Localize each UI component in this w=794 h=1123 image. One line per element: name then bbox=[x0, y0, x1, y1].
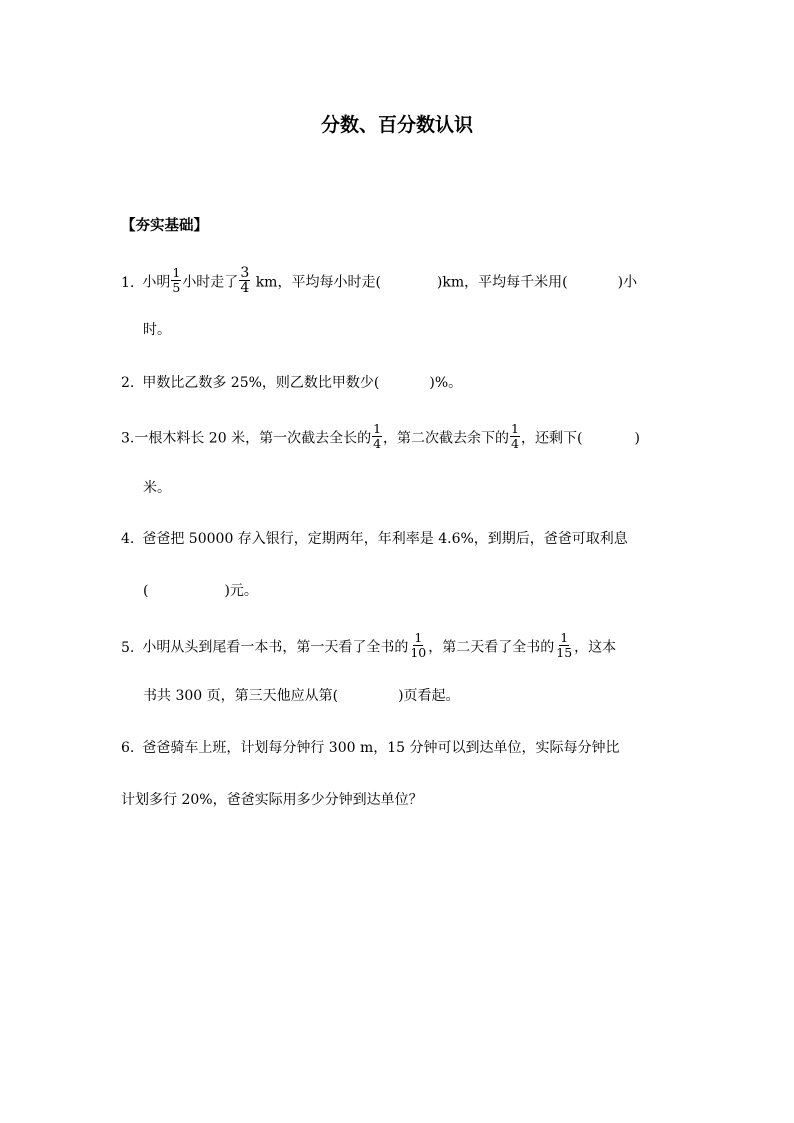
question-number: 6. bbox=[121, 740, 135, 756]
numerator: 3 bbox=[240, 265, 250, 281]
question-text: )页看起。 bbox=[398, 688, 460, 704]
question-number: 3. bbox=[121, 430, 135, 447]
question-text: ，第二次截去余下的 bbox=[383, 430, 510, 447]
question-text: 爸爸把 50000 存入银行，定期两年，年利率是 4.6%，到期后，爸爸可取利息 bbox=[142, 531, 628, 547]
question-text: 计划多行 20%，爸爸实际用多少分钟到达单位？ bbox=[121, 792, 423, 808]
question-text: ) bbox=[634, 430, 640, 447]
numerator: 1 bbox=[172, 265, 181, 280]
fraction bbox=[372, 422, 382, 451]
numerator: 1 bbox=[560, 630, 569, 645]
numerator: 1 bbox=[414, 630, 423, 645]
question-text: 时。 bbox=[143, 322, 171, 338]
page-title: 分数、百分数认识 bbox=[320, 114, 473, 136]
question-text: )km，平均每千米用( bbox=[436, 274, 568, 291]
question-3-continued bbox=[143, 478, 676, 498]
question-text: 米。 bbox=[143, 480, 171, 496]
question-text: )小 bbox=[617, 274, 638, 291]
question-text: )%。 bbox=[429, 375, 463, 391]
denominator: 5 bbox=[172, 280, 181, 295]
question-text: km，平均每小时走( bbox=[255, 274, 381, 291]
denominator: 15 bbox=[556, 645, 573, 660]
question-text: 书共 300 页，第三天他应从第( bbox=[143, 688, 339, 704]
question-4-continued bbox=[143, 581, 676, 601]
question-2 bbox=[121, 373, 676, 393]
question-text: 小明从头到尾看一本书，第一天看了全书的 bbox=[142, 639, 409, 656]
question-text: ，第二天看了全书的 bbox=[428, 639, 555, 656]
denominator: 4 bbox=[373, 436, 382, 451]
fraction bbox=[239, 266, 250, 295]
denominator: 4 bbox=[240, 280, 250, 296]
question-text: 小明 bbox=[142, 274, 171, 291]
section-heading: 【夯实基础】 bbox=[121, 217, 208, 234]
fraction bbox=[555, 631, 573, 660]
question-text: 爸爸骑车上班，计划每分钟行 300 m，15 分钟可以到达单位，实际每分钟比 bbox=[142, 740, 620, 756]
question-text: ( bbox=[143, 583, 149, 599]
question-6-continued bbox=[121, 790, 676, 810]
question-text: 小时走了 bbox=[182, 274, 239, 291]
question-text: ，还剩下( bbox=[520, 430, 583, 447]
question-number: 5. bbox=[121, 639, 135, 656]
numerator: 1 bbox=[511, 421, 519, 436]
question-3 bbox=[121, 421, 676, 453]
question-5-continued bbox=[143, 686, 676, 706]
question-text: )元。 bbox=[224, 583, 258, 599]
question-1 bbox=[121, 265, 676, 297]
question-6 bbox=[121, 738, 676, 758]
numerator: 1 bbox=[373, 421, 382, 436]
question-text: ，这本 bbox=[574, 639, 617, 656]
question-text: 甲数比乙数多 25%，则乙数比甲数少( bbox=[142, 375, 380, 391]
question-4 bbox=[121, 529, 676, 549]
question-5 bbox=[121, 630, 676, 662]
question-number: 4. bbox=[121, 531, 135, 547]
fraction bbox=[510, 422, 520, 451]
question-1-continued bbox=[143, 320, 676, 340]
question-number: 1. bbox=[121, 274, 135, 291]
question-text: 一根木料长 20 米，第一次截去全长的 bbox=[134, 430, 372, 447]
fraction bbox=[409, 631, 427, 660]
denominator: 10 bbox=[410, 645, 427, 660]
denominator: 4 bbox=[511, 436, 519, 451]
fraction bbox=[171, 266, 181, 295]
question-number: 2. bbox=[121, 375, 135, 391]
